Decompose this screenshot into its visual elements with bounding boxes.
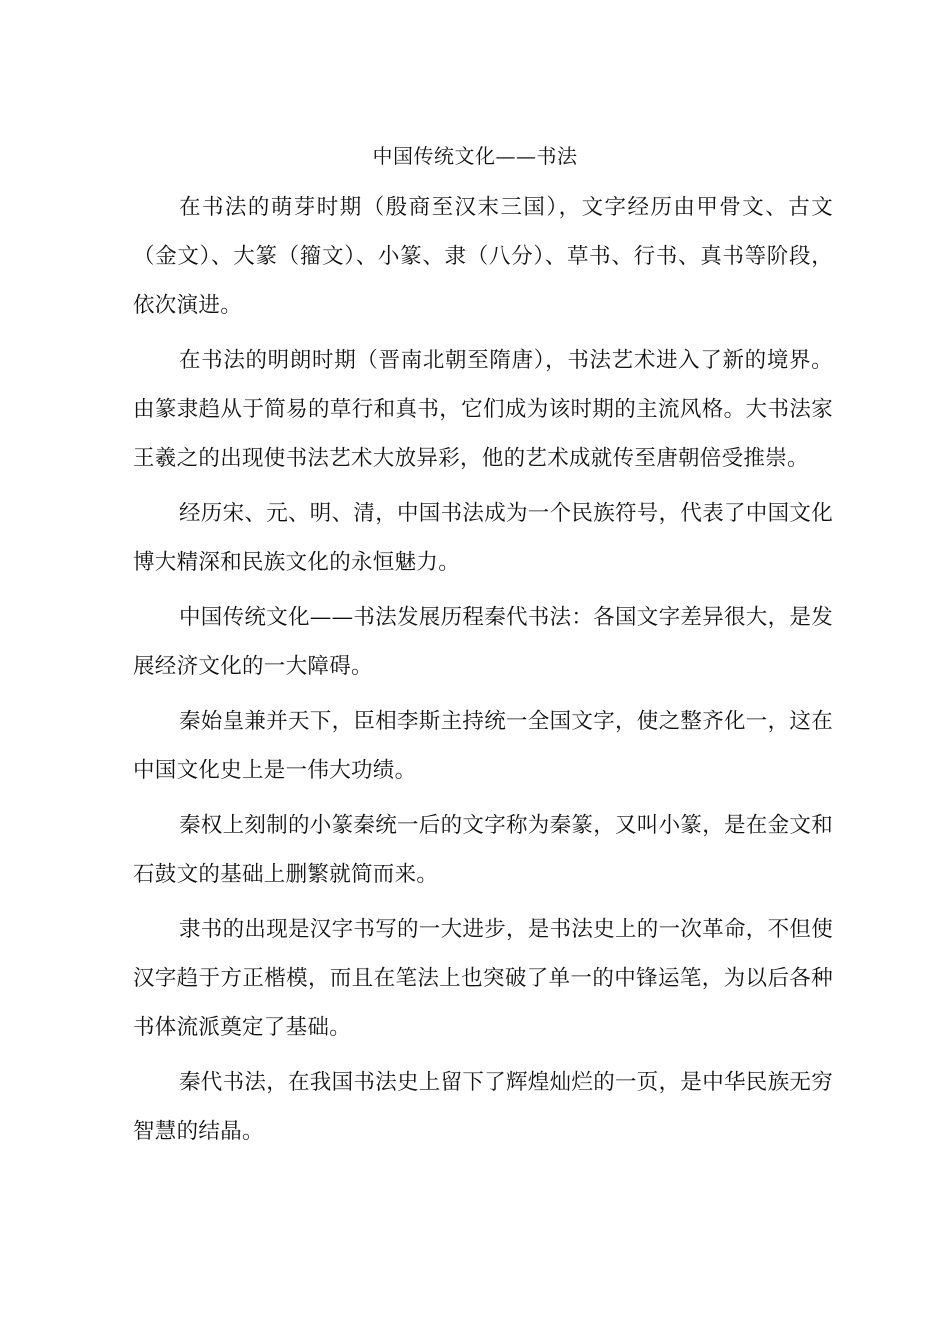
paragraph-8: 秦代书法，在我国书法史上留下了辉煌灿烂的一页，是中华民族无穷智慧的结晶。 — [133, 1070, 834, 1144]
paragraph-5: 秦始皇兼并天下，臣相李斯主持统一全国文字，使之整齐化一，这在中国文化史上是一伟大功绩。 — [133, 709, 834, 783]
paragraph-3: 经历宋、元、明、清，中国书法成为一个民族符号，代表了中国文化博大精深和民族文化的永恒魅力。 — [133, 501, 834, 575]
paragraph-7: 隶书的出现是汉字书写的一大进步，是书法史上的一次革命，不但使汉字趋于方正楷模，而且在笔法上也突破了单一的中锋运笔，为以后各种书体流派奠定了基础。 — [133, 917, 834, 1040]
paragraph-4: 中国传统文化——书法发展历程秦代书法：各国文字差异很大，是发展经济文化的一大障碍。 — [133, 605, 834, 679]
paragraph-2: 在书法的明朗时期（晋南北朝至隋唐），书法艺术进入了新的境界。由篆隶趋从于简易的草行和真书，它们成为该时期的主流风格。大书法家王羲之的出现使书法艺术大放异彩，他的艺术成就传至唐朝倍受推崇。 — [133, 348, 833, 471]
paragraph-1: 在书法的萌芽时期（殷商至汉末三国），文字经历由甲骨文、古文（金文）、大篆（籀文）、小篆、隶（八分）、草书、行书、真书等阶段，依次演进。 — [133, 195, 833, 318]
paragraph-6: 秦权上刻制的小篆秦统一后的文字称为秦篆，又叫小篆，是在金文和石鼓文的基础上删繁就简而来。 — [133, 813, 834, 887]
document-title: 中国传统文化——书法 — [372, 144, 578, 168]
document-body — [133, 183, 833, 1162]
